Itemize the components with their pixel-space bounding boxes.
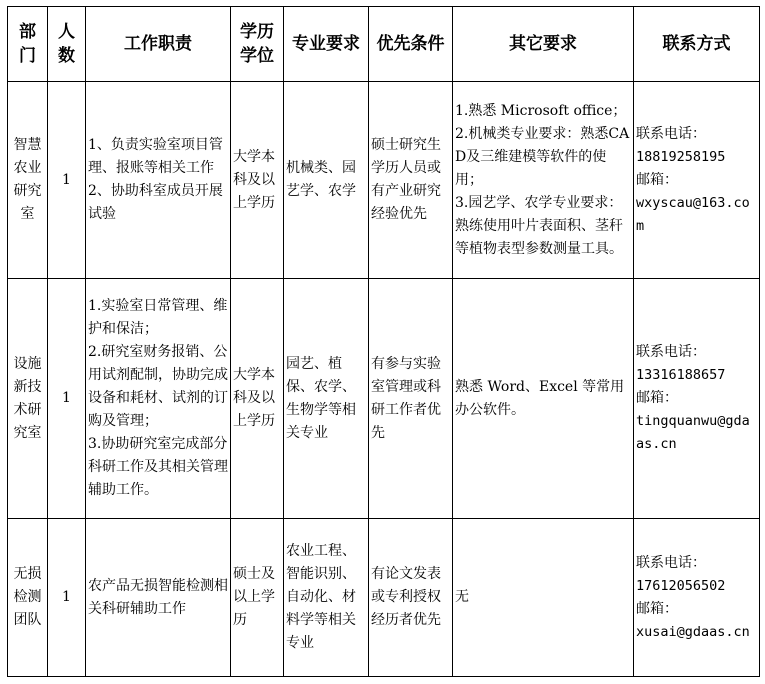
header-count: 人 数 xyxy=(48,7,86,82)
duties-cell: 1、负责实验室项目管理、报账等相关工作 2、协助科室成员开展试验 xyxy=(86,82,231,279)
count-cell: 1 xyxy=(48,82,86,279)
job-requirements-table xyxy=(7,6,760,677)
contact-cell: 联系电话： 13316188657 邮箱： tingquanwu@gdaas.cn xyxy=(634,279,760,519)
header-major: 专业要求 xyxy=(284,7,369,82)
priority-cell: 有论文发表或专利授权经历者优先 xyxy=(369,519,453,677)
email-address: wxyscau@163.com xyxy=(636,194,750,234)
other-cell: 无 xyxy=(453,519,634,677)
header-dept: 部 门 xyxy=(8,7,48,82)
header-contact: 联系方式 xyxy=(634,7,760,82)
header-education: 学历 学位 xyxy=(231,7,284,82)
dept-cell: 无损检测团队 xyxy=(8,519,48,677)
header-duties: 工作职责 xyxy=(86,7,231,82)
phone-number: 13316188657 xyxy=(636,367,726,383)
table-row xyxy=(8,279,760,519)
major-cell: 机械类、园艺学、农学 xyxy=(284,82,369,279)
education-cell: 大学本科及以上学历 xyxy=(231,82,284,279)
header-other: 其它要求 xyxy=(453,7,634,82)
priority-cell: 硕士研究生学历人员或有产业研究经验优先 xyxy=(369,82,453,279)
phone-number: 18819258195 xyxy=(636,148,726,165)
duties-cell: 1.实验室日常管理、维护和保洁； 2.研究室财务报销、公用试剂配制，协助完成设备和耗材、试剂的订购及管理； 3.协助研究室完成部分科研工作及其相关管理辅助工作。 xyxy=(86,279,231,519)
contact-cell: 联系电话： 17612056502 邮箱： xusai@gdaas.cn xyxy=(634,519,760,677)
header-priority: 优先条件 xyxy=(369,7,453,82)
email-address: xusai@gdaas.cn xyxy=(636,623,750,640)
duties-cell: 农产品无损智能检测相关科研辅助工作 xyxy=(86,519,231,677)
major-cell: 农业工程、智能识别、自动化、材料学等相关专业 xyxy=(284,519,369,677)
major-cell: 园艺、植保、农学、生物学等相关专业 xyxy=(284,279,369,519)
dept-cell: 设施新技术研究室 xyxy=(8,279,48,519)
priority-cell: 有参与实验室管理或科研工作者优先 xyxy=(369,279,453,519)
header-row xyxy=(8,7,760,82)
table-row xyxy=(8,519,760,677)
dept-cell: 智慧农业研究室 xyxy=(8,82,48,279)
phone-number: 17612056502 xyxy=(636,577,726,594)
other-cell: 熟悉 Word、Excel 等常用办公软件。 xyxy=(453,279,634,519)
other-cell: 1.熟悉 Microsoft office； 2.机械类专业要求：熟悉CAD及三维建模等软件的使用； 3.园艺学、农学专业要求：熟练使用叶片表面积、茎秆等植物表型参数测量工具。 xyxy=(453,82,634,279)
table-row xyxy=(8,82,760,279)
email-address: tingquanwu@gdaas.cn xyxy=(636,413,750,452)
education-cell: 硕士及以上学历 xyxy=(231,519,284,677)
count-cell: 1 xyxy=(48,279,86,519)
contact-cell: 联系电话： 18819258195 邮箱： wxyscau@163.com xyxy=(634,82,760,279)
education-cell: 大学本科及以上学历 xyxy=(231,279,284,519)
count-cell: 1 xyxy=(48,519,86,677)
